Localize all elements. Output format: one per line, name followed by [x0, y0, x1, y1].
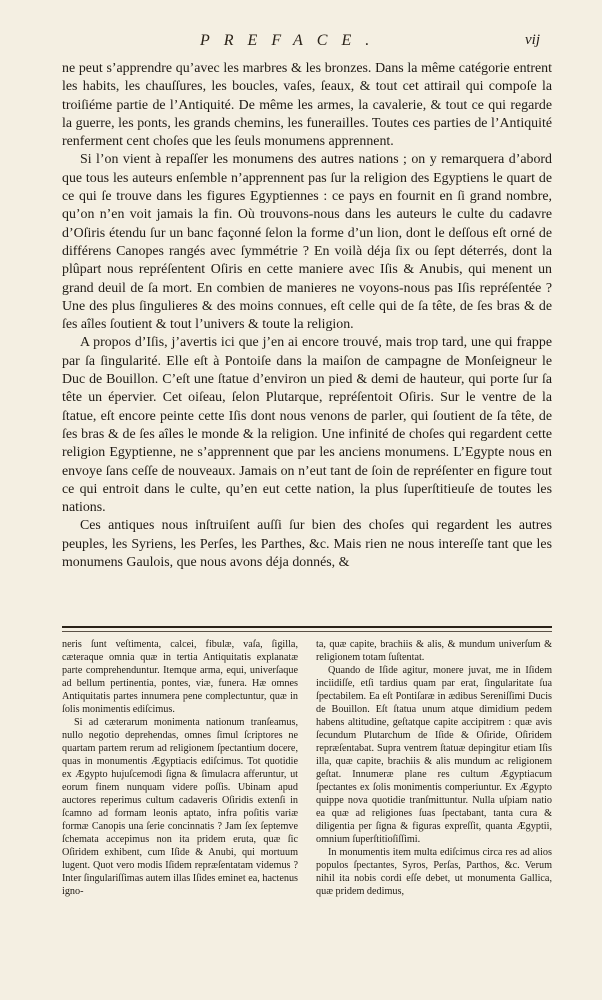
footnote-paragraph: ta, quæ capite, brachiis & alis, & mundum univerſum & religionem totam ſuſtentat.: [316, 639, 552, 663]
paragraph: Ces antiques nous inſtruiſent auſſi ſur bien des choſes qui regardent les autres peuples, les Syriens, les Perſes, les Parthes, &c. Mais rien ne nous intereſſe tant que les monumens Gaulois, que nous avons déja donnés, &: [62, 518, 552, 571]
running-head: [0, 30, 602, 56]
footnote-rule-thin: [62, 631, 552, 632]
footnote-paragraph: Si ad cæterarum monimenta nationum tranſeamus, nullo negotio deprehendas, omnes ſimul ſcriptores ne quartam partem rerum ad religionem ſpectantium docere, quas in monumentis Ægyptiacis ediſcimus. Tot quotidie ex Ægypto hujuſcemodi ſigna & ſimulacra afferuntur, ut eorum finem nunquam videre poſſis. Ubinam apud auctores reperimus cultum cadaveris Oſiridis extenſi in ſcamno ad formam leonis aptato, infra poſitis variæ formæ Canopis una ſerie concinnatis ? Jam ſex ſeptemve ſchemata accepimus non ita pridem eruta, quæ ſic Oſiridem exhibent, cum Iſide & Anubi, qui mortuum lugent. Quot vero modis Iſidem repræſentatam videmus ? Inter ſingulariſſimas autem illas Iſides eminet ea, hactenus igno-: [62, 717, 298, 897]
footnote-column-right: [316, 638, 552, 898]
paragraph: Si l’on vient à repaſſer les monumens des autres nations ; on y remarquera d’abord que tous les auteurs enſemble n’apprennent pas ſur la religion des Egyptiens le quart de ce qui ſe trouve dans les figures Egyptiennes : ce pays en fournit en ſi grand nombre, qu’on n’en voit jamais la fin. Où trouvons-nous dans les auteurs le culte du cadavre d’Oſiris étendu ſur un banc façonné ſelon la forme d’un lion, dont le deſſous eſt orné de différens Canopes rangés avec ſymmétrie ? En voilà déja ſix ou ſept déterrés, dont la plûpart nous repréſentent Oſiris en cette maniere avec Iſis & Anubis, qui menent un grand deuil de ſa mort. En combien de manieres ne voyons-nous pas Iſis repréſentée ? Une des plus ſingulieres & des moins connues, eſt celle qui de ſa tête, de ſes bras & de ſes aîles ſoutient & tout l’univers & toute la religion.: [62, 152, 552, 333]
main-text: [62, 60, 552, 572]
footnote-rule: [62, 626, 552, 628]
footnote-paragraph: In monumentis item multa ediſcimus circa res ad alios populos ſpectantes, Syros, Perſas, Parthos, &c. Verum nihil ita nobis cordi eſſe debet, ut monumenta Gallica, quæ pridem dedimus,: [316, 847, 552, 897]
header-title: PREFACE.: [200, 32, 384, 49]
footnotes: [62, 638, 552, 898]
paragraph: ne peut s’apprendre qu’avec les marbres & les bronzes. Dans la même catégorie entrent les habits, les chauſſures, les boucles, vaſes, ſeaux, & tout cet attirail qui compoſe la troiſiéme partie de l’Antiquité. De même les armes, la cavalerie, & tout ce qui regarde la guerre, les ponts, les grands chemins, les funerailles. Toutes ces parties de l’Antiquité renferment cent choſes que les ſeuls monumens apprennent.: [62, 61, 552, 150]
footnote-column-left: [62, 638, 298, 898]
footnote-paragraph: neris ſunt veſtimenta, calcei, fibulæ, vaſa, ſigilla, cæteraque omnia quæ in tertia Antiquitatis explanatæ parte comprehenduntur. Itemque arma, equi, univerſaque ad bellum pertinentia, pontes, viæ, funera. Hæ omnes Antiquitatis partes innumera pene complectuntur, quæ in ſolis monimentis ediſcimus.: [62, 639, 298, 715]
paragraph: A propos d’Iſis, j’avertis ici que j’en ai encore trouvé, mais trop tard, une qui frappe par ſa ſingularité. Elle eſt à Pontoiſe dans la maiſon de campagne de Monſeigneur le Duc de Bouillon. C’eſt une ſtatue d’environ un pied & demi de hauteur, qui porte ſur ſa tête un épervier. Cet oiſeau, ſelon Plutarque, repréſentoit Oſiris. Sur le ventre de la ſtatue, eſt encore peinte cette Iſis dont nous venons de parler, qui ſoutient de ſa tête, de ſes bras & de ſes aîles le monde & la religion. Une infinité de choſes qui regardent cette religion Egyptienne, ne s’apprennent que par les anciens monumens. L’Egypte nous en envoye ſans ceſſe de nouveaux. Jamais on n’eut tant de ſoin de repréſenter en figure tout ce qui entroit dans le culte, qu’en eut cette nation, la plus ſuperſtitieuſe de toutes les nations.: [62, 335, 552, 516]
footnote-paragraph: Quando de Iſide agitur, monere juvat, me in Iſidem inciidiſſe, etſi tardius quam par erat, ſingularitate ſua ſpectabilem. Ea eſt Pontiſaræ in ædibus Sereniſſimi Ducis de Bouillon. Eſt ſtatua unum atque dimidium pedem habens altitudine, geſtatque capite accipitrem : quæ avis ſecundum Plutarchum de Iſide & Oſiride, Oſiridem repræſentabat. Supra ventrem ſtatuæ depingitur etiam Iſis illa, quæ capite, brachiis & alis mundum ac religionem geſtat. Innumeræ plane res cultum Ægyptiacum ſpectantes ex ſolis monimentis comperiuntur. Ex Ægypto quippe nova quotidie tranſmittuntur. Nulla uſpiam natio ea quæ ad religiones ſuas ſpectabant, tanta cura & diligentia per ſigna & figuras expreſſit, quanta Ægyptii, omnium ſuperſtitioſiſſimi.: [316, 665, 552, 845]
page-number: vij: [525, 32, 540, 48]
